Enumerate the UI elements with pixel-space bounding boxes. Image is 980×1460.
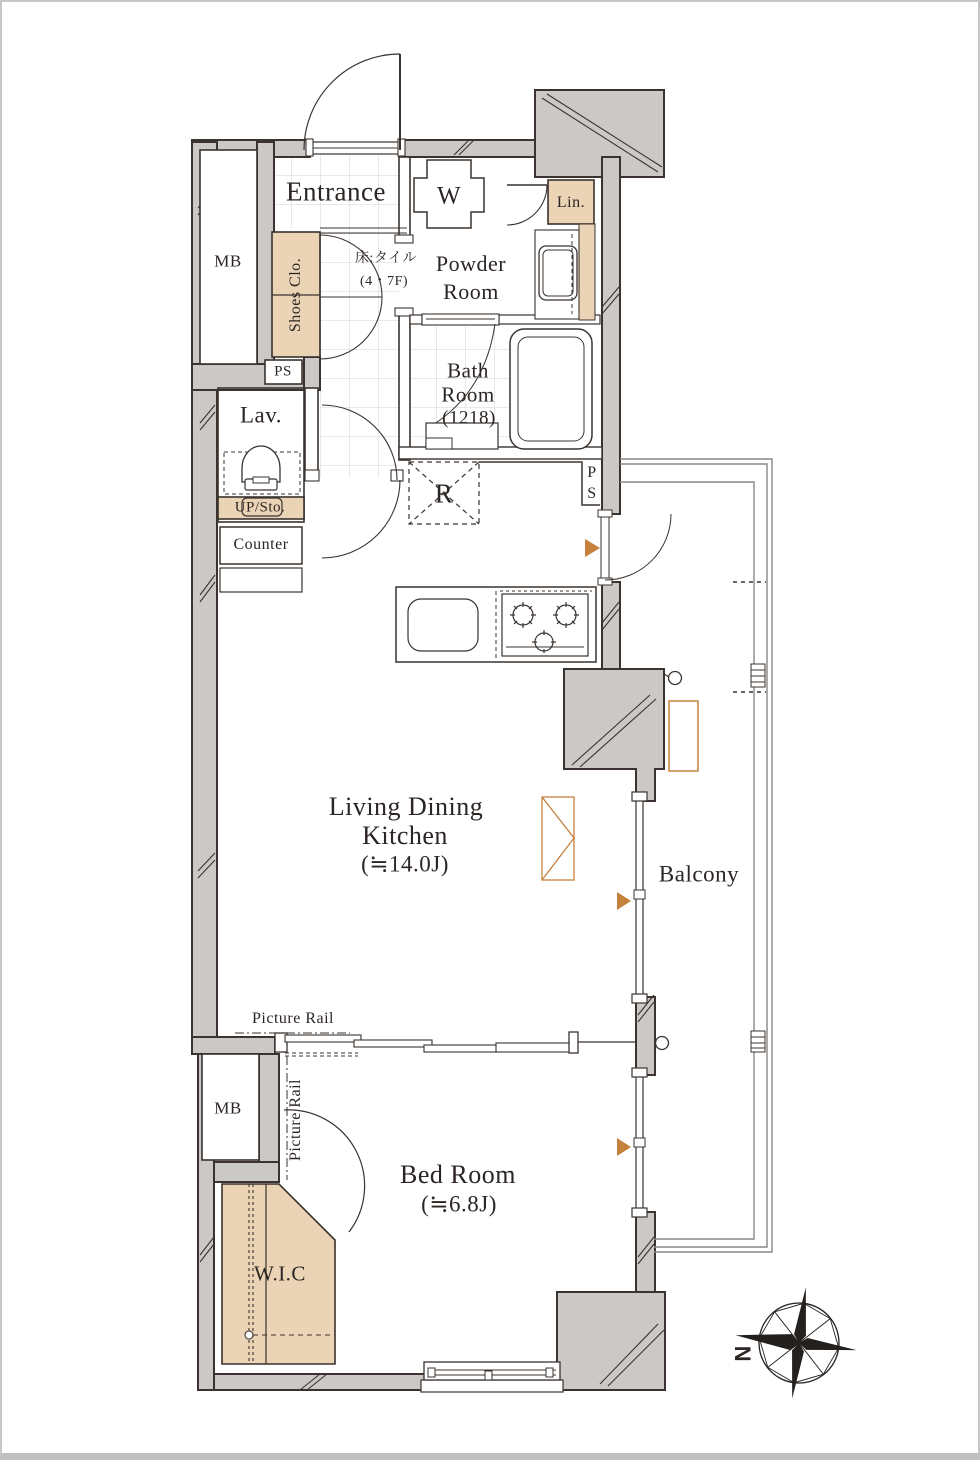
entrance-door-arc (304, 54, 400, 150)
linen-door (507, 185, 547, 225)
counter-label: Counter (233, 536, 289, 553)
picture-rail-label-vertical: Picture Rail (287, 1079, 304, 1161)
shoes-closet-label: Shoes Clo. (287, 257, 304, 333)
pipe-space-right-line2: S (587, 485, 597, 502)
ldk-label-line2: Kitchen (362, 821, 448, 850)
compass-icon (729, 1280, 864, 1406)
powder-room-label-line2: Room (443, 279, 499, 304)
washer-label: W (436, 182, 462, 210)
room-partition (275, 1032, 636, 1056)
opening-arrow-icon (617, 1138, 631, 1156)
ldk-label-line1: Living Dining (328, 792, 484, 821)
balcony-door-arc (605, 514, 671, 580)
pipe-space-right-line1: P (587, 464, 597, 481)
ac-unit-outline (669, 701, 698, 771)
powder-room-label-line1: Powder (435, 251, 507, 276)
balcony-details (655, 582, 766, 1052)
hall-door-arc-down (322, 480, 400, 558)
kitchen-counter (396, 587, 596, 662)
opening-arrow-icon (585, 539, 600, 557)
opening-arrow-icon (617, 892, 631, 910)
wic-label: W.I.C (254, 1261, 306, 1286)
floor-note-line2: (4・7F) (359, 274, 409, 289)
hose-bib-icon (656, 1037, 669, 1050)
vanity-sink (535, 230, 579, 319)
ldk-label-line3: (≒14.0J) (361, 851, 449, 877)
bath-label-line3: (1218) (442, 407, 496, 429)
pipe-space-label: PS (274, 363, 292, 380)
floor-note-line1: 床:タイル (354, 251, 418, 266)
room-label-entrance: Entrance (286, 176, 386, 207)
balcony-service-door (598, 510, 671, 585)
lavatory-label: Lav. (239, 402, 283, 428)
balcony-label: Balcony (658, 861, 740, 887)
hose-bib-icon (669, 672, 682, 685)
meter-box-label: MB (214, 251, 242, 271)
linen-label: Lin. (556, 194, 586, 211)
bath-label-line2: Room (441, 382, 495, 407)
refrigerator-label: R (434, 478, 454, 509)
picture-rail-label-horizontal: Picture Rail (252, 1010, 334, 1027)
meter-box-bottom-label: MB (214, 1098, 242, 1118)
floorplan-drawing (2, 2, 980, 1460)
bath-label-line1: Bath (447, 358, 489, 383)
bedroom-label-line2: (≒6.8J) (421, 1191, 497, 1217)
bedroom-bottom-window (421, 1362, 563, 1392)
kitchen-sink-icon (408, 599, 478, 651)
compass-north-label: N (730, 1345, 755, 1363)
up-storage-label: UP/Sto. (234, 499, 286, 516)
bedroom-label-line1: Bed Room (400, 1160, 516, 1189)
linen-door-arc (507, 185, 547, 225)
door-swing-marker (542, 797, 574, 880)
kitchen-hall-wall (479, 462, 600, 505)
